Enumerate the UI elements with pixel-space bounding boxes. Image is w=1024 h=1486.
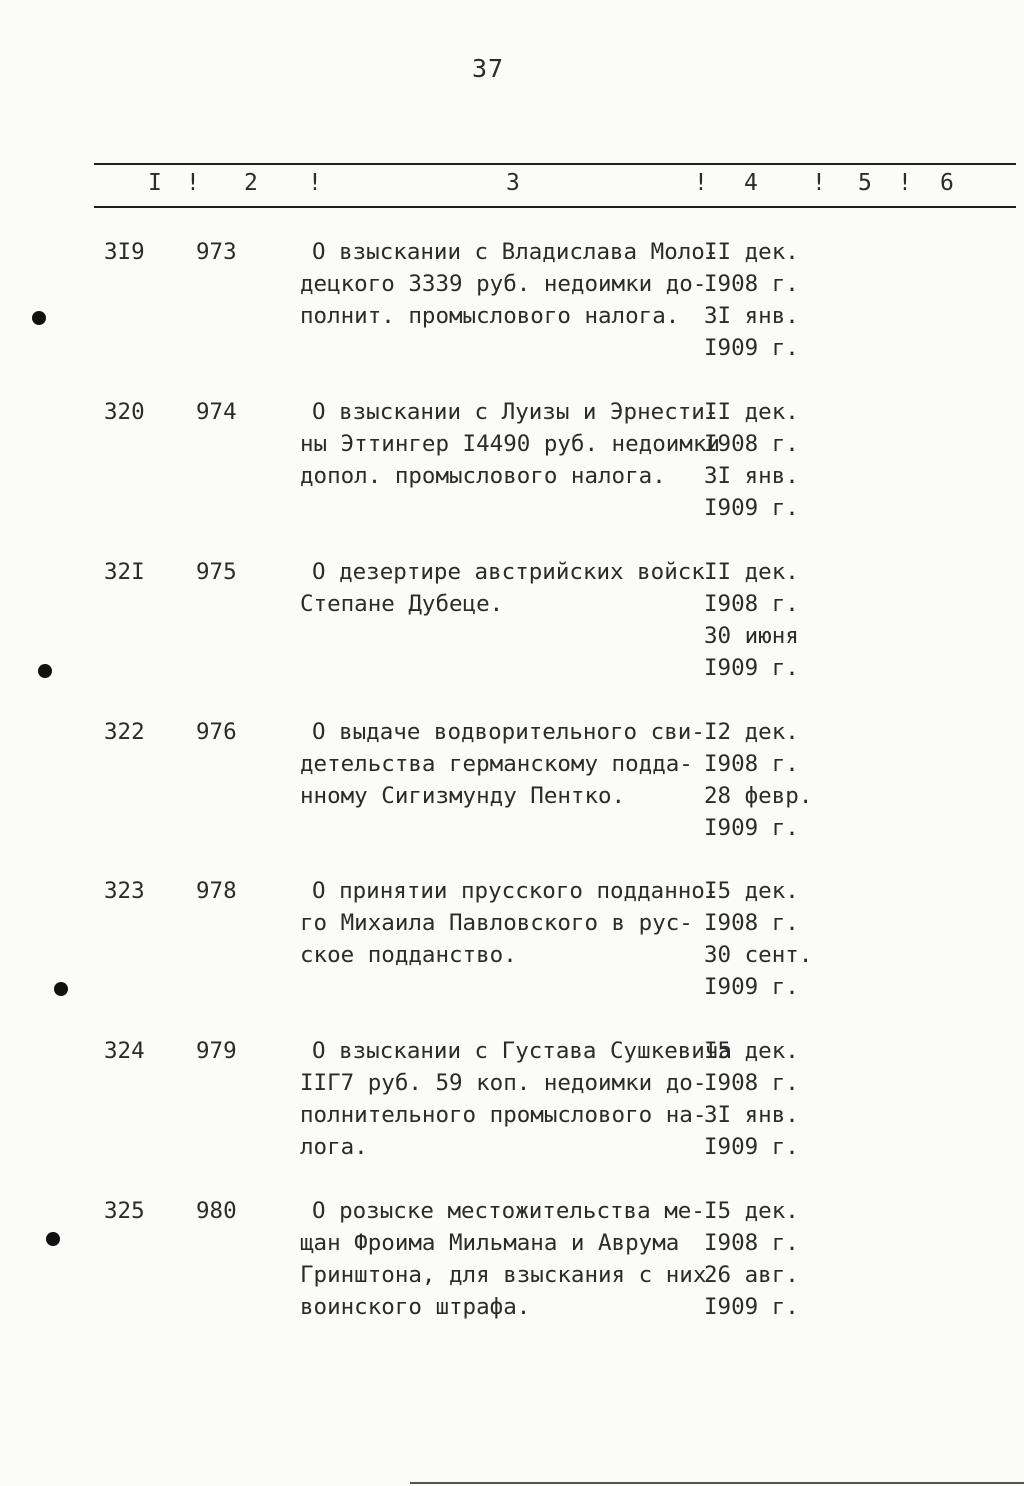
header-separator: ! [898, 170, 912, 196]
description-line: О дезертире австрийских войск [312, 559, 705, 585]
description-line: полнительного промыслового на- [300, 1102, 707, 1128]
description-line: ское подданство. [300, 942, 517, 968]
date-line: I908 г. [704, 1230, 799, 1256]
date-line: I5 дек. [704, 1198, 799, 1224]
header-separator: ! [812, 170, 826, 196]
table-row [0, 717, 1024, 877]
description-line: IIГ7 руб. 59 коп. недоимки до- [300, 1070, 707, 1096]
file-number: 979 [196, 1038, 237, 1064]
entry-number: 3I9 [104, 239, 145, 265]
date-line: II дек. [704, 399, 799, 425]
entry-number: 322 [104, 719, 145, 745]
description-line: ны Эттингер I4490 руб. недоимки [300, 431, 720, 457]
date-line: I909 г. [704, 495, 799, 521]
description-line: допол. промыслового налога. [300, 463, 666, 489]
description-line: нному Сигизмунду Пентко. [300, 783, 626, 809]
date-line: I2 дек. [704, 719, 799, 745]
header-separator: ! [694, 170, 708, 196]
description-line: О взыскании с Луизы и Эрнести- [312, 399, 719, 425]
punch-hole-mark [46, 1232, 60, 1246]
description-line: го Михаила Павловского в рус- [300, 910, 693, 936]
table-row [0, 397, 1024, 557]
file-number: 973 [196, 239, 237, 265]
date-line: 26 авг. [704, 1262, 799, 1288]
date-line: I909 г. [704, 335, 799, 361]
description-line: Степане Дубеце. [300, 591, 504, 617]
description-line: О принятии прусского подданно- [312, 878, 719, 904]
date-line: 3I янв. [704, 303, 799, 329]
table-header-rule [94, 206, 1016, 208]
description-line: воинского штрафа. [300, 1294, 531, 1320]
file-number: 975 [196, 559, 237, 585]
date-line: 30 июня [704, 623, 799, 649]
description-line: детельства германскому подда- [300, 751, 693, 777]
description-line: полнит. промыслового налога. [300, 303, 680, 329]
description-line: щан Фроима Мильмана и Аврума [300, 1230, 680, 1256]
table-row [0, 557, 1024, 717]
page-bottom-rule [410, 1482, 1024, 1484]
entry-number: 325 [104, 1198, 145, 1224]
date-line: I908 г. [704, 751, 799, 777]
file-number: 978 [196, 878, 237, 904]
entry-number: 32I [104, 559, 145, 585]
page-number: 37 [472, 54, 505, 83]
date-line: I909 г. [704, 974, 799, 1000]
description-line: Гринштона, для взыскания с них [300, 1262, 707, 1288]
date-line: I909 г. [704, 1134, 799, 1160]
date-line: 30 сент. [704, 942, 813, 968]
punch-hole-mark [54, 982, 68, 996]
table-row [0, 876, 1024, 1036]
date-line: II дек. [704, 239, 799, 265]
description-line: О выдаче водворительного сви- [312, 719, 705, 745]
header-col-4: 4 [744, 170, 758, 196]
date-line: I908 г. [704, 591, 799, 617]
header-separator: ! [308, 170, 322, 196]
description-line: О розыске местожительства ме- [312, 1198, 705, 1224]
date-line: I908 г. [704, 910, 799, 936]
date-line: I5 дек. [704, 878, 799, 904]
table-top-rule [94, 163, 1016, 165]
header-col-2: 2 [244, 170, 258, 196]
header-separator: ! [186, 170, 200, 196]
date-line: II дек. [704, 559, 799, 585]
description-line: децкого 3339 руб. недоимки до- [300, 271, 707, 297]
date-line: I5 дек. [704, 1038, 799, 1064]
file-number: 976 [196, 719, 237, 745]
date-line: 3I янв. [704, 1102, 799, 1128]
date-line: I908 г. [704, 431, 799, 457]
table-row [0, 1196, 1024, 1356]
header-col-6: 6 [940, 170, 954, 196]
date-line: 28 февр. [704, 783, 813, 809]
date-line: I908 г. [704, 271, 799, 297]
file-number: 974 [196, 399, 237, 425]
entry-number: 323 [104, 878, 145, 904]
date-line: I909 г. [704, 815, 799, 841]
date-line: I909 г. [704, 1294, 799, 1320]
table-row [0, 237, 1024, 397]
header-col-1: I [148, 170, 162, 196]
date-line: I908 г. [704, 1070, 799, 1096]
header-col-5: 5 [858, 170, 872, 196]
file-number: 980 [196, 1198, 237, 1224]
punch-hole-mark [32, 311, 46, 325]
entry-number: 324 [104, 1038, 145, 1064]
description-line: О взыскании с Владислава Моло- [312, 239, 719, 265]
table-row [0, 1036, 1024, 1196]
punch-hole-mark [38, 664, 52, 678]
description-line: О взыскании с Густава Сушкевича [312, 1038, 732, 1064]
date-line: I909 г. [704, 655, 799, 681]
header-col-3: 3 [506, 170, 520, 196]
description-line: лога. [300, 1134, 368, 1160]
date-line: 3I янв. [704, 463, 799, 489]
entry-number: 320 [104, 399, 145, 425]
